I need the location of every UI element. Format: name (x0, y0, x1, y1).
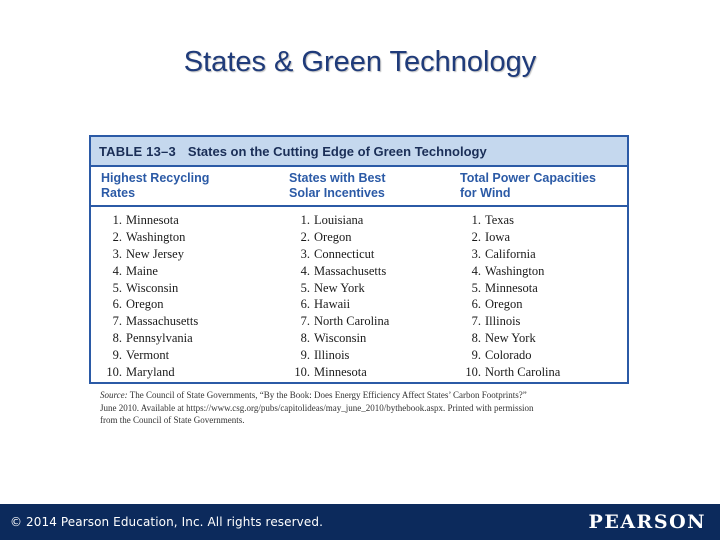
list-item: 8. New York (471, 331, 536, 346)
list-item: 10. Minnesota (294, 365, 367, 380)
copyright-text: © 2014 Pearson Education, Inc. All rights reserved. (10, 515, 323, 529)
header-line: Total Power Capacities (460, 171, 596, 185)
header-line: for Wind (460, 185, 511, 200)
list-item: 9. Colorado (471, 348, 532, 363)
list-item: 3. California (471, 246, 536, 261)
list-item: 5. Wisconsin (112, 280, 179, 295)
list-item: 7. Illinois (471, 314, 521, 329)
column-header-wind (455, 167, 627, 205)
list-item: 2. Oregon (300, 229, 352, 244)
column-header-solar (283, 167, 455, 205)
list-item: 6. Hawaii (300, 297, 351, 312)
state-list (460, 212, 627, 381)
list-item: 8. Wisconsin (300, 331, 367, 346)
column-header-recycling (91, 167, 283, 205)
table-header-row (91, 167, 627, 207)
list-item: 1. Louisiana (300, 213, 364, 227)
state-list (101, 212, 283, 381)
header-line: Solar Incentives (289, 185, 385, 200)
table-body (91, 207, 627, 381)
header-line: Highest Recycling (101, 171, 210, 185)
state-list (289, 212, 455, 381)
list-item: 4. Washington (471, 263, 545, 278)
header-line: Rates (101, 185, 136, 200)
source-text: June 2010. Available at https://www.csg.org/pubs/capitolideas/may_june_2010/bythebook.aspx. Printed with permission (100, 402, 534, 413)
source-label: Source: (100, 390, 128, 400)
list-item: 3. New Jersey (112, 246, 184, 261)
list-item: 1. Texas (471, 213, 514, 227)
list-item: 6. Oregon (471, 297, 523, 312)
list-item: 10. Maryland (106, 365, 175, 380)
table-title: States on the Cutting Edge of Green Technology (187, 143, 487, 159)
slide-title: States & Green Technology (183, 46, 537, 78)
column-solar (283, 212, 455, 381)
list-item: 2. Iowa (471, 229, 510, 244)
list-item: 7. Massachusetts (112, 314, 199, 329)
list-item: 10. North Carolina (465, 365, 561, 380)
list-item: 1. Minnesota (112, 213, 179, 227)
header-line: States with Best (289, 171, 386, 185)
footer-bar (0, 504, 720, 540)
table-title-bar (91, 137, 627, 167)
pearson-logo: PEARSON (588, 511, 706, 533)
column-recycling (91, 212, 283, 381)
list-item: 9. Vermont (112, 348, 170, 363)
list-item: 9. Illinois (300, 348, 350, 363)
column-wind (455, 212, 627, 381)
list-item: 2. Washington (112, 229, 186, 244)
list-item: 5. New York (300, 280, 365, 295)
table-source-note (100, 389, 630, 427)
source-text: The Council of State Governments, “By the Book: Does Energy Efficiency Affect States’ Carbon Footprints?” (129, 390, 527, 400)
list-item: 6. Oregon (112, 297, 164, 312)
list-item: 7. North Carolina (300, 314, 390, 329)
source-text: from the Council of State Governments. (100, 415, 245, 425)
list-item: 4. Maine (112, 263, 158, 278)
list-item: 4. Massachusetts (300, 263, 387, 278)
list-item: 3. Connecticut (300, 246, 375, 261)
list-item: 5. Minnesota (471, 280, 538, 295)
table-13-3 (89, 135, 629, 384)
list-item: 8. Pennsylvania (112, 331, 193, 346)
table-number: TABLE 13–3 (99, 143, 176, 159)
